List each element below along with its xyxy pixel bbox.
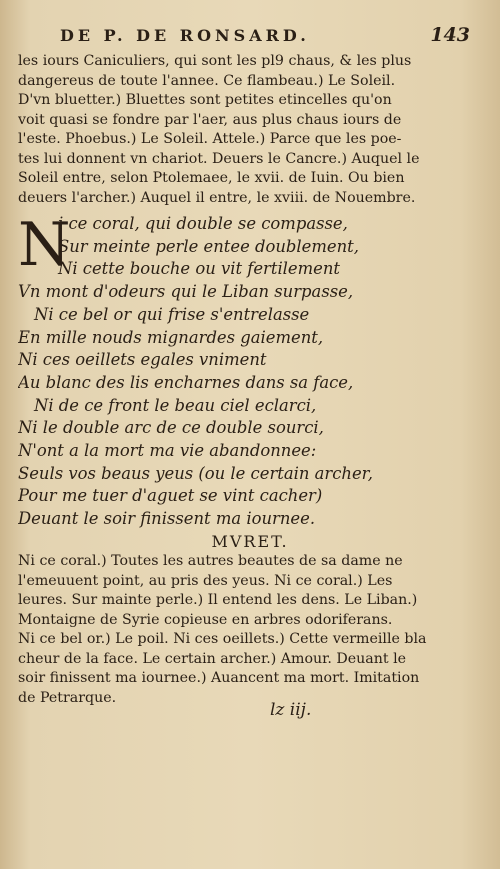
sonnet	[18, 210, 488, 531]
sonnet-line: i ce coral, qui double se compasse,	[58, 214, 348, 233]
commentary-line: voit quasi se fondre par l'aer, aus plus chaus iours de	[18, 111, 402, 128]
commentary-line: Ni ce bel or.) Le poil. Ni ces oeillets.) Cette vermeille bla	[18, 631, 427, 647]
commentary-line: dangereus de toute l'annee. Ce flambeau.) Le Soleil.	[18, 72, 396, 89]
sonnet-line: Au blanc des lis encharnes dans sa face,	[18, 372, 354, 392]
commentary-line: Ni ce coral.) Toutes les autres beautes de sa dame ne	[18, 553, 403, 569]
commentary-bottom	[18, 552, 480, 708]
running-head: DE P. DE RONSARD.	[60, 26, 310, 45]
sonnet-line: Ni ce bel or qui frise s'entrelasse	[34, 304, 310, 324]
sonnet-line: En mille nouds mignardes gaiement,	[18, 327, 324, 347]
drop-cap: N	[18, 210, 71, 280]
commentary-line: l'emeuuent point, au pris des yeus. Ni ce coral.) Les	[18, 572, 393, 589]
page-number: 143	[430, 24, 470, 46]
sonnet-line: Seuls vos beaus yeus (ou le certain archer,	[18, 463, 373, 483]
commentary-heading: MVRET.	[211, 532, 289, 551]
commentary-line: deuers l'archer.) Auquel il entre, le xviii. de Nouembre.	[18, 189, 416, 206]
sonnet-line: Ni le double arc de ce double sourci,	[18, 418, 324, 438]
sonnet-line: Ni de ce front le beau ciel eclarci,	[34, 395, 317, 415]
page-header	[60, 24, 470, 50]
sonnet-line: Vn mont d'odeurs qui le Liban surpasse,	[18, 282, 354, 302]
commentary-line: soir finissent ma iournee.) Auancent ma mort. Imitation	[18, 670, 420, 686]
commentary-line: les iours Caniculiers, qui sont les pl9 chaus, & les plus	[18, 53, 412, 69]
sonnet-line: Ni ces oeillets egales vniment	[18, 350, 267, 370]
sonnet-line: Deuant le soir finissent ma iournee.	[18, 509, 316, 529]
commentary-line: D'vn bluetter.) Bluettes sont petites etincelles qu'on	[18, 92, 392, 108]
sonnet-line: Pour me tuer d'aguet se vint cacher)	[18, 486, 323, 506]
commentary-line: Montaigne de Syrie copieuse en arbres odoriferans.	[18, 611, 393, 628]
commentary-line: l'este. Phoebus.) Le Soleil. Attele.) Parce que les poe-	[18, 131, 402, 147]
signature-mark: lz iij.	[270, 700, 312, 720]
commentary-line: tes lui donnent vn chariot. Deuers le Cancre.) Auquel le	[18, 150, 420, 167]
commentary-line: leures. Sur mainte perle.) Il entend les dens. Le Liban.)	[18, 592, 418, 608]
commentary-line: de Petrarque.	[18, 689, 117, 706]
sonnet-line: Sur meinte perle entee doublement,	[58, 236, 359, 256]
commentary-line: cheur de la face. Le certain archer.) Amour. Deuant le	[18, 650, 407, 667]
sonnet-line: Ni cette bouche ou vit fertilement	[58, 259, 341, 279]
commentary-top	[18, 52, 480, 208]
commentary-line: Soleil entre, selon Ptolemaee, le xvii. de Iuin. Ou bien	[18, 170, 405, 186]
sonnet-line: N'ont a la mort ma vie abandonnee:	[18, 441, 317, 461]
